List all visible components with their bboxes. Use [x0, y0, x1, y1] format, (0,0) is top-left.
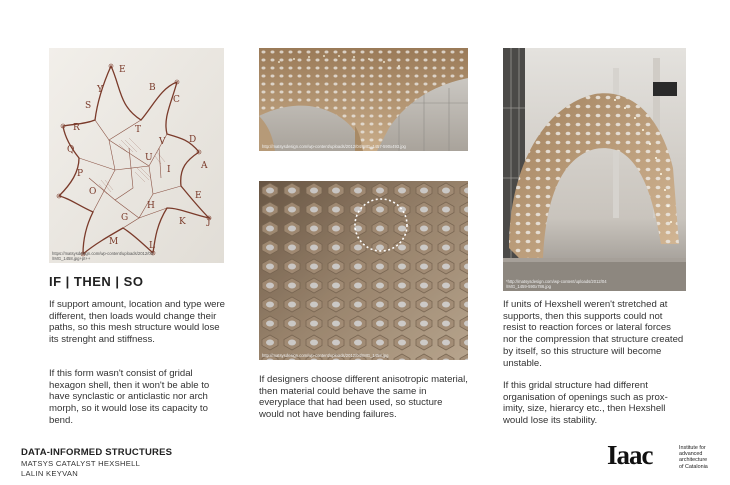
svg-text:E: E	[119, 65, 126, 75]
if-then-so-heading: IF | THEN | SO	[49, 274, 144, 289]
top-middle-caption: http://matsysdesign.com/wp-content/uploads/2012/04/IMG_1457-590x493.jpg	[262, 144, 406, 149]
middle-paragraph-1: If designers choose different anisotropic material, then material could behave the same in everyplace that had been used, so stucture would not have bending failures.	[259, 374, 468, 421]
svg-text:D: D	[189, 135, 197, 145]
svg-text:I: I	[167, 165, 171, 175]
svg-text:T: T	[135, 125, 142, 135]
right-caption: *http://matsysdesign.com/wp-content/uploads/2012/04 /IMG_1459-590x786.jpg	[506, 279, 607, 289]
footer-title: DATA-INFORMED STRUCTURES	[21, 447, 173, 458]
sketch-caption: https://matsysdesign.com/wp-content/uploads/2012/04 /IMG_1458.jpg+pt++	[52, 251, 154, 261]
svg-text:U: U	[145, 153, 153, 163]
logo-line-3: architecture	[679, 457, 708, 464]
svg-text:H: H	[147, 201, 155, 211]
svg-text:R: R	[73, 123, 80, 133]
svg-text:O: O	[89, 187, 97, 197]
svg-text:Q: Q	[67, 145, 75, 155]
footer-subtitle: MATSYS CATALYST HEXSHELL	[21, 459, 141, 468]
left-paragraph-2: If this form wasn't consist of gridal hexagon shell, then it won't be able to have synclastic or anticlastic nor arch morph, so it would lose its capacity to bend.	[49, 368, 210, 426]
iaac-logo-text	[679, 445, 708, 470]
svg-text:C: C	[173, 95, 180, 105]
svg-text:V: V	[159, 137, 166, 147]
svg-text:K: K	[179, 217, 186, 227]
svg-text:Y: Y	[97, 85, 103, 95]
left-paragraph-1: If support amount, location and type were different, then loads would change their paths, so this mesh structure would lose its strenght and stiffness.	[49, 299, 225, 346]
svg-text:P: P	[77, 169, 84, 179]
logo-line-4: of Catalonia	[679, 463, 708, 470]
logo-line-2: advanced	[679, 451, 703, 458]
sketch-image	[49, 48, 224, 263]
svg-text:A: A	[201, 161, 208, 171]
svg-text:J: J	[207, 217, 211, 227]
svg-text:G: G	[121, 213, 129, 223]
right-paragraph-1: If units of Hexshell weren't stretched at supports, then this supports could not resist to reaction forces or lateral forces nor the compression that structure created by itself, so this structure will become unstable.	[503, 299, 684, 369]
svg-text:L: L	[149, 241, 155, 251]
svg-text:B: B	[149, 83, 156, 93]
iaac-logo: Iaac	[607, 440, 653, 470]
logo-line-1: Institute for	[679, 445, 706, 451]
footer-author: LALIN KEYVAN	[21, 469, 79, 478]
right-paragraph-2: If this gridal structure had different organisation of openings such as prox-imity, size, hierarcy etc., then Hexshell would lose its stability.	[503, 380, 668, 427]
svg-text:E: E	[195, 191, 202, 201]
shell-photo-tall	[503, 48, 686, 291]
svg-text:M: M	[109, 237, 119, 247]
shell-photo-top	[259, 48, 468, 151]
bottom-middle-caption: http://matsysdesign.com/wp-content/uploads/2012/04/IMG_1458.jpg	[262, 353, 389, 358]
svg-text:S: S	[85, 101, 92, 111]
shell-photo-closeup	[259, 181, 468, 360]
